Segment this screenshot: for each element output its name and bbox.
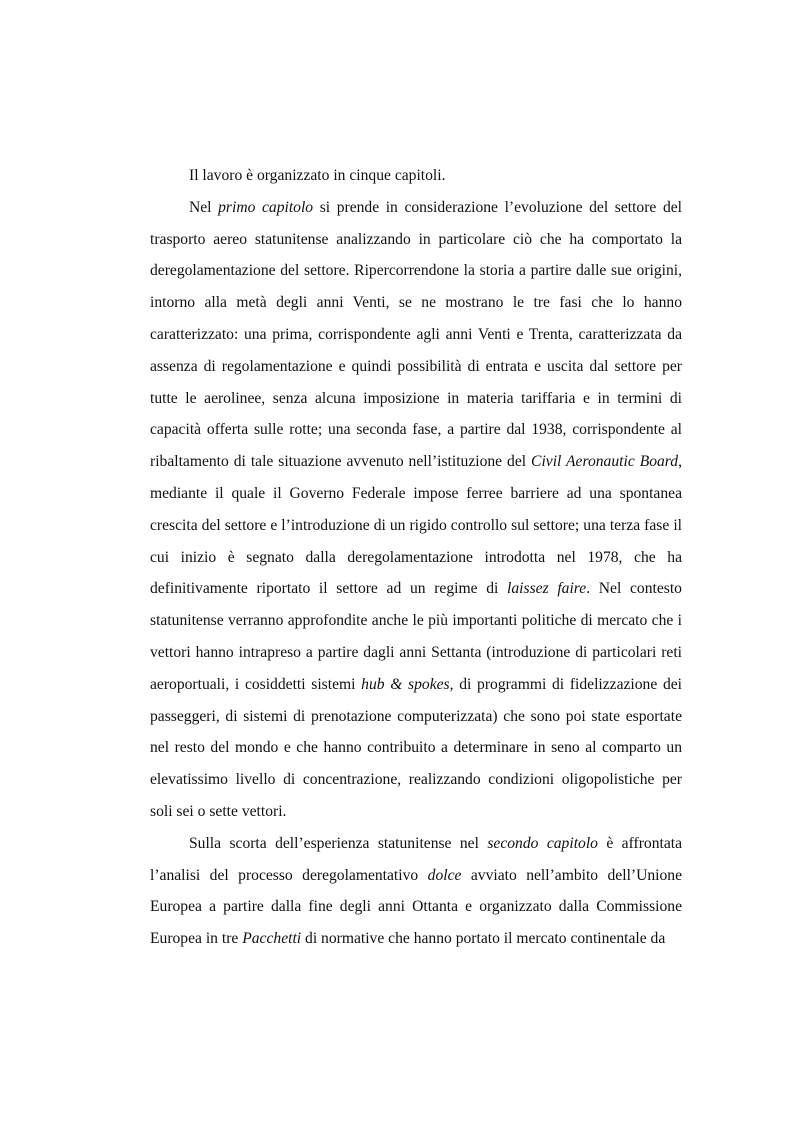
paragraph-3-italic-secondo-capitolo: secondo capitolo	[487, 834, 598, 852]
paragraph-2-italic-primo-capitolo: primo capitolo	[218, 198, 314, 216]
paragraph-3-italic-dolce: dolce	[427, 866, 462, 884]
paragraph-2	[150, 192, 682, 828]
paragraph-2-italic-civil-aeronautic-board: Civil Aeronautic Board	[531, 453, 679, 471]
paragraph-2-text-3: , mediante il quale il Governo Federale impose ferree barriere ad una spontanea crescita del settore e l’introduzione di un rigido controllo sul settore; una terza fase il cui inizio è segnato dalla deregolamentazione introdotta nel 1978, che ha definitivamente riportato il settore ad un regime di	[150, 453, 683, 598]
paragraph-3-text-3: avviato nell’ambito dell’Unione Europea a partire dalla fine degli anni Ottanta e organizzato dalla Commissione Europea in tre	[150, 866, 682, 948]
paragraph-3-text-4: di normative che hanno portato il mercato continentale da	[301, 930, 666, 948]
paragraph-2-italic-hub-spokes: hub & spokes	[361, 675, 450, 693]
paragraph-2-text-1: Nel	[189, 198, 219, 216]
paragraph-3	[150, 828, 682, 955]
document-page	[150, 160, 682, 955]
paragraph-1	[150, 160, 682, 192]
paragraph-2-italic-laissez-faire: laissez faire	[507, 580, 587, 598]
paragraph-2-text-2: si prende in considerazione l’evoluzione del settore del trasporto aereo statunitense analizzando in particolare ciò che ha comportato la deregolamentazione del settore. Ripercorrendone la storia a partire dalle sue origini, intorno alla metà degli anni Venti, se ne mostrano le tre fasi che lo hanno caratterizzato: una prima, corrispondente agli anni Venti e Trenta, caratterizzata da assenza di regolamentazione e quindi possibilità di entrata e uscita dal settore per tutte le aerolinee, senza alcuna imposizione in materia tariffaria e in termini di capacità offerta sulle rotte; una seconda fase, a partire dal 1938, corrispondente al ribaltamento di tale situazione avvenuto nell’istituzione del	[150, 198, 682, 471]
paragraph-1-text: Il lavoro è organizzato in cinque capitoli.	[189, 167, 446, 184]
paragraph-3-italic-pacchetti: Pacchetti	[242, 930, 302, 948]
paragraph-2-text-4: . Nel contesto statunitense verranno approfondite anche le più importanti politiche di mercato che i vettori hanno intrapreso a partire dagli anni Settanta (introduzione di particolari reti aeroportuali, i cosiddetti sistemi	[150, 580, 682, 693]
paragraph-2-text-5: , di programmi di fidelizzazione dei passeggeri, di sistemi di prenotazione computerizzata) che sono poi state esportate nel resto del mondo e che hanno contribuito a determinare in seno al comparto un elevatissimo livello di concentrazione, realizzando condizioni oligopolistiche per soli sei o sette vettori.	[150, 675, 683, 820]
paragraph-3-text-2: è affrontata l’analisi del processo deregolamentativo	[150, 834, 682, 884]
paragraph-3-text-1: Sulla scorta dell’esperienza statunitense nel	[189, 834, 488, 852]
